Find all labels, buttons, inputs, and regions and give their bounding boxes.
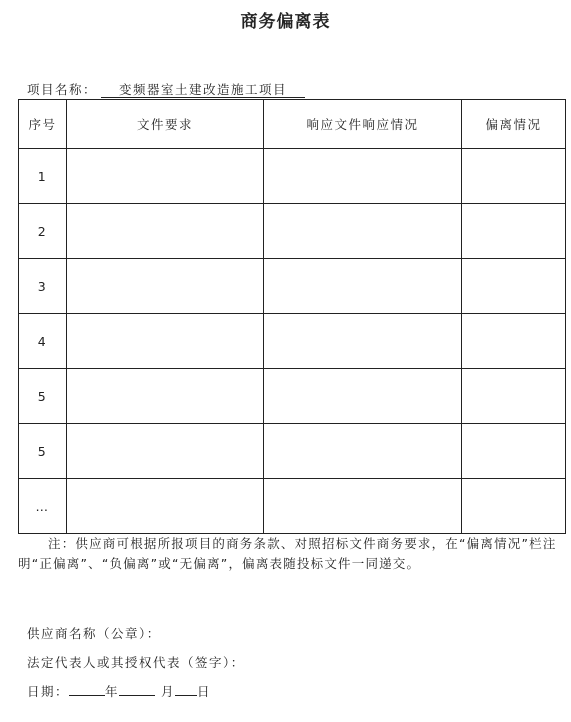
response-cell[interactable] [264, 479, 462, 534]
header-deviation: 偏离情况 [462, 100, 566, 149]
table-row [19, 259, 566, 314]
year-label: 年 [105, 684, 120, 699]
day-blank[interactable] [175, 683, 197, 696]
response-cell[interactable] [264, 204, 462, 259]
deviation-cell[interactable] [462, 479, 566, 534]
day-label: 日 [197, 684, 212, 699]
table-note: 注：供应商可根据所报项目的商务条款、对照招标文件商务要求，在“偏离情况”栏注明“正偏离”、“负偏离”或“无偏离”，偏离表随投标文件一同递交。 [18, 536, 557, 571]
row-number: 2 [19, 204, 67, 259]
row-number: 4 [19, 314, 67, 369]
response-cell[interactable] [264, 259, 462, 314]
deviation-cell[interactable] [462, 314, 566, 369]
deviation-cell[interactable] [462, 424, 566, 479]
date-line [27, 682, 211, 700]
table-header-row [19, 100, 566, 149]
table-row [19, 369, 566, 424]
table-row [19, 314, 566, 369]
representative-line: 法定代表人或其授权代表（签字）： [27, 655, 245, 670]
date-label: 日期： [27, 684, 70, 699]
requirement-cell[interactable] [67, 479, 264, 534]
response-cell[interactable] [264, 369, 462, 424]
requirement-cell[interactable] [67, 204, 264, 259]
row-number: 5 [19, 424, 67, 479]
requirement-cell[interactable] [67, 369, 264, 424]
deviation-cell[interactable] [462, 259, 566, 314]
deviation-table [18, 99, 566, 534]
month-blank[interactable] [119, 683, 155, 696]
header-requirement: 文件要求 [67, 100, 264, 149]
deviation-cell[interactable] [462, 369, 566, 424]
table-row [19, 149, 566, 204]
row-number: 5 [19, 369, 67, 424]
month-label: 月 [161, 684, 176, 699]
row-number: … [19, 479, 67, 534]
response-cell[interactable] [264, 314, 462, 369]
row-number: 3 [19, 259, 67, 314]
response-cell[interactable] [264, 149, 462, 204]
project-name-value: 变频器室土建改造施工项目 [101, 82, 305, 98]
table-row [19, 424, 566, 479]
deviation-cell[interactable] [462, 149, 566, 204]
row-number: 1 [19, 149, 67, 204]
header-seq: 序号 [19, 100, 67, 149]
table-row [19, 204, 566, 259]
requirement-cell[interactable] [67, 314, 264, 369]
page-title: 商务偏离表 [240, 12, 331, 32]
project-name-line [27, 80, 305, 98]
requirement-cell[interactable] [67, 259, 264, 314]
supplier-name-line: 供应商名称（公章）： [27, 626, 161, 641]
project-name-label: 项目名称： [27, 82, 98, 97]
header-response: 响应文件响应情况 [264, 100, 462, 149]
response-cell[interactable] [264, 424, 462, 479]
requirement-cell[interactable] [67, 424, 264, 479]
requirement-cell[interactable] [67, 149, 264, 204]
table-row [19, 479, 566, 534]
year-blank[interactable] [69, 683, 105, 696]
deviation-cell[interactable] [462, 204, 566, 259]
